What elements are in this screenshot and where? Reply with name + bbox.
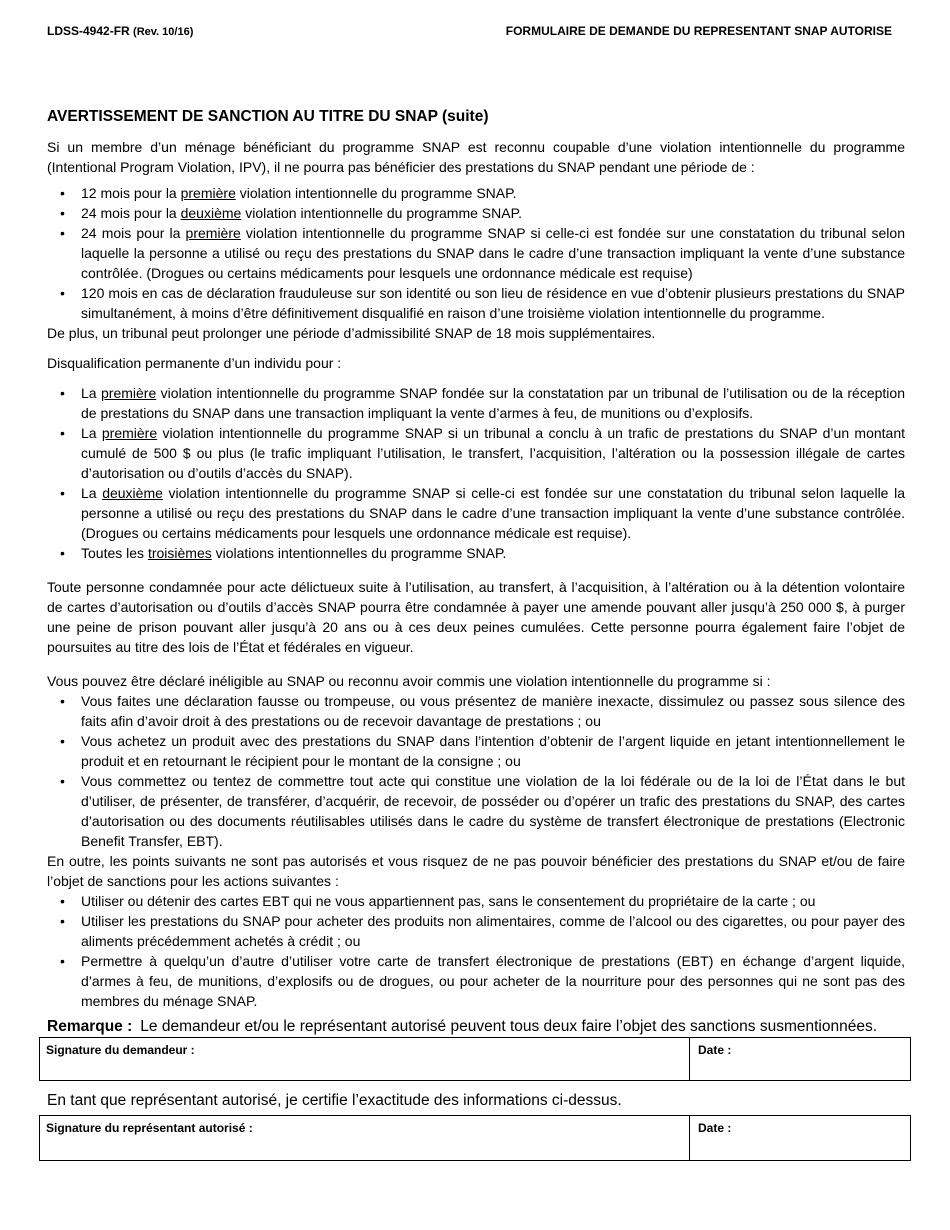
permanent-list	[47, 383, 905, 563]
list-item: • La deuxième violation intentionnelle du programme SNAP si celle-ci est fondée sur une constatation du tribunal selon laquelle la personne a utilisé ou reçu des prestations du SNAP dans le cadre d’une transaction impliquant la vente d’une substance contrôlée. (Drogues ou certains médicaments pour lesquels une ordonnance médicale est requise).	[47, 483, 905, 543]
applicant-signature-label: Signature du demandeur :	[46, 1043, 195, 1057]
form-content	[47, 107, 905, 1161]
list-item: • Utiliser les prestations du SNAP pour acheter des produits non alimentaires, comme de l’alcool ou des cigarettes, ou pour payer des aliments précédemment achetés à crédit ; ou	[47, 911, 905, 951]
remark-text: Le demandeur et/ou le représentant autorisé peuvent tous deux faire l’objet des sanctions susmentionnées.	[140, 1018, 878, 1035]
intro-paragraph: Si un membre d’un ménage bénéficiant du programme SNAP est reconnu coupable d’une violation intentionnelle du programme (Intentional Program Violation, IPV), il ne pourra pas bénéficier des prestations du SNAP pendant une période de :	[47, 139, 905, 175]
form-title: FORMULAIRE DE DEMANDE DU REPRESENTANT SNAP AUTORISE	[505, 24, 892, 38]
list-item: • Permettre à quelqu’un d’autre d’utiliser votre carte de transfert électronique de prestations (EBT) en échange d’argent liquide, d’armes à feu, de munitions, d’explosifs ou de drogues, ou pour acheter de la nourriture pour des personnes qui ne sont pas des membres du ménage SNAP.	[47, 951, 905, 1011]
list-item: • Vous commettez ou tentez de commettre tout acte qui constitue une violation de la loi fédérale ou de la loi de l’État dans le but d’utiliser, de présenter, de transférer, d’acquérir, de recevoir, de posséder ou d’opérer un trafic des prestations du SNAP, des cartes d’autorisation ou des documents réutilisables utilisés dans le cadre du système de transfert électronique de prestations (Electronic Benefit Transfer, EBT).	[47, 771, 905, 851]
list-item: • 120 mois en cas de déclaration frauduleuse sur son identité ou son lieu de résidence en vue d’obtenir plusieurs prestations du SNAP simultanément, à moins d’être définitivement disqualifié en raison d’une troisième violation intentionnelle du programme.	[47, 283, 905, 323]
permanent-intro: Disqualification permanente d’un individu pour :	[47, 355, 342, 371]
list-item: • Toutes les troisièmes violations intentionnelles du programme SNAP.	[47, 543, 905, 563]
list-item: • Vous faites une déclaration fausse ou trompeuse, ou vous présentez de manière inexacte, dissimulez ou passez sous silence des faits afin d’avoir droit à des prestations ou de recevoir davantage de prestations ; ou	[47, 691, 905, 731]
section-title: AVERTISSEMENT DE SANCTION AU TITRE DU SNAP (suite)	[47, 108, 489, 125]
applicant-signature-field[interactable]	[40, 1038, 690, 1080]
ineligible-intro: Vous pouvez être déclaré inéligible au SNAP ou reconnu avoir commis une violation intentionnelle du programme si :	[47, 673, 771, 689]
remark-label: Remarque :	[47, 1018, 133, 1035]
form-id: LDSS-4942-FR	[47, 24, 130, 38]
representative-date-field[interactable]	[690, 1116, 910, 1160]
list-item: • Vous achetez un produit avec des prestations du SNAP dans l’intention d’obtenir de l’argent liquide en jetant intentionnellement le produit et en retournant le récipient pour le montant de la consigne ; ou	[47, 731, 905, 771]
notallowed-intro: En outre, les points suivants ne sont pas autorisés et vous risquez de ne pas pouvoir bénéficier des prestations du SNAP et/ou de faire l’objet de sanctions pour les actions suivantes :	[47, 853, 905, 889]
certification-statement: En tant que représentant autorisé, je certifie l’exactitude des informations ci-dessus.	[47, 1092, 622, 1109]
form-id-header	[47, 24, 193, 38]
representative-signature-label: Signature du représentant autorisé :	[46, 1121, 253, 1135]
applicant-date-field[interactable]	[690, 1038, 910, 1080]
penalty-paragraph: Toute personne condamnée pour acte délictueux suite à l’utilisation, au transfert, à l’acquisition, à l’altération ou à la détention volontaire de cartes d’autorisation ou d’outils d’accès SNAP pourra être condamnée à payer une amende pouvant aller jusqu’à 250 000 $, à purger une peine de prison pouvant aller jusqu’à 20 ans ou à ces deux peines cumulées. Cette personne pourra également faire l’objet de poursuites au titre des lois de l’État et fédérales en vigueur.	[47, 579, 905, 655]
periods-list	[47, 183, 905, 323]
applicant-signature-box	[39, 1037, 911, 1081]
applicant-date-label: Date :	[698, 1043, 732, 1057]
list-item: • Utiliser ou détenir des cartes EBT qui ne vous appartiennent pas, sans le consentement du propriétaire de la carte ; ou	[47, 891, 905, 911]
notallowed-list	[47, 891, 905, 1011]
form-revision: (Rev. 10/16)	[133, 26, 194, 38]
list-item: • 24 mois pour la première violation intentionnelle du programme SNAP si celle-ci est fondée sur une constatation du tribunal selon laquelle la personne a utilisé ou reçu des prestations du SNAP dans le cadre d’une transaction impliquant la vente d’une substance contrôlée. (Drogues ou certains médicaments pour lesquels une ordonnance médicale est requise)	[47, 223, 905, 283]
representative-signature-box	[39, 1115, 911, 1161]
list-item: • La première violation intentionnelle du programme SNAP fondée sur la constatation par un tribunal de l’utilisation ou de la réception de prestations du SNAP dans une transaction impliquant la vente d’armes à feu, de munitions ou d’explosifs.	[47, 383, 905, 423]
extension-paragraph: De plus, un tribunal peut prolonger une période d’admissibilité SNAP de 18 mois supplémentaires.	[47, 325, 656, 341]
ineligible-list	[47, 691, 905, 851]
list-item: • La première violation intentionnelle du programme SNAP si un tribunal a conclu à un trafic de prestations du SNAP d’un montant cumulé de 500 $ ou plus (le trafic impliquant l’utilisation, le transfert, l’acquisition, l’altération ou la possession illégale de cartes d’autorisation ou d’outils d’accès du SNAP).	[47, 423, 905, 483]
list-item: • 12 mois pour la première violation intentionnelle du programme SNAP.	[47, 183, 905, 203]
representative-date-label: Date :	[698, 1121, 732, 1135]
remark	[47, 1017, 905, 1037]
representative-signature-field[interactable]	[40, 1116, 690, 1160]
list-item: • 24 mois pour la deuxième violation intentionnelle du programme SNAP.	[47, 203, 905, 223]
